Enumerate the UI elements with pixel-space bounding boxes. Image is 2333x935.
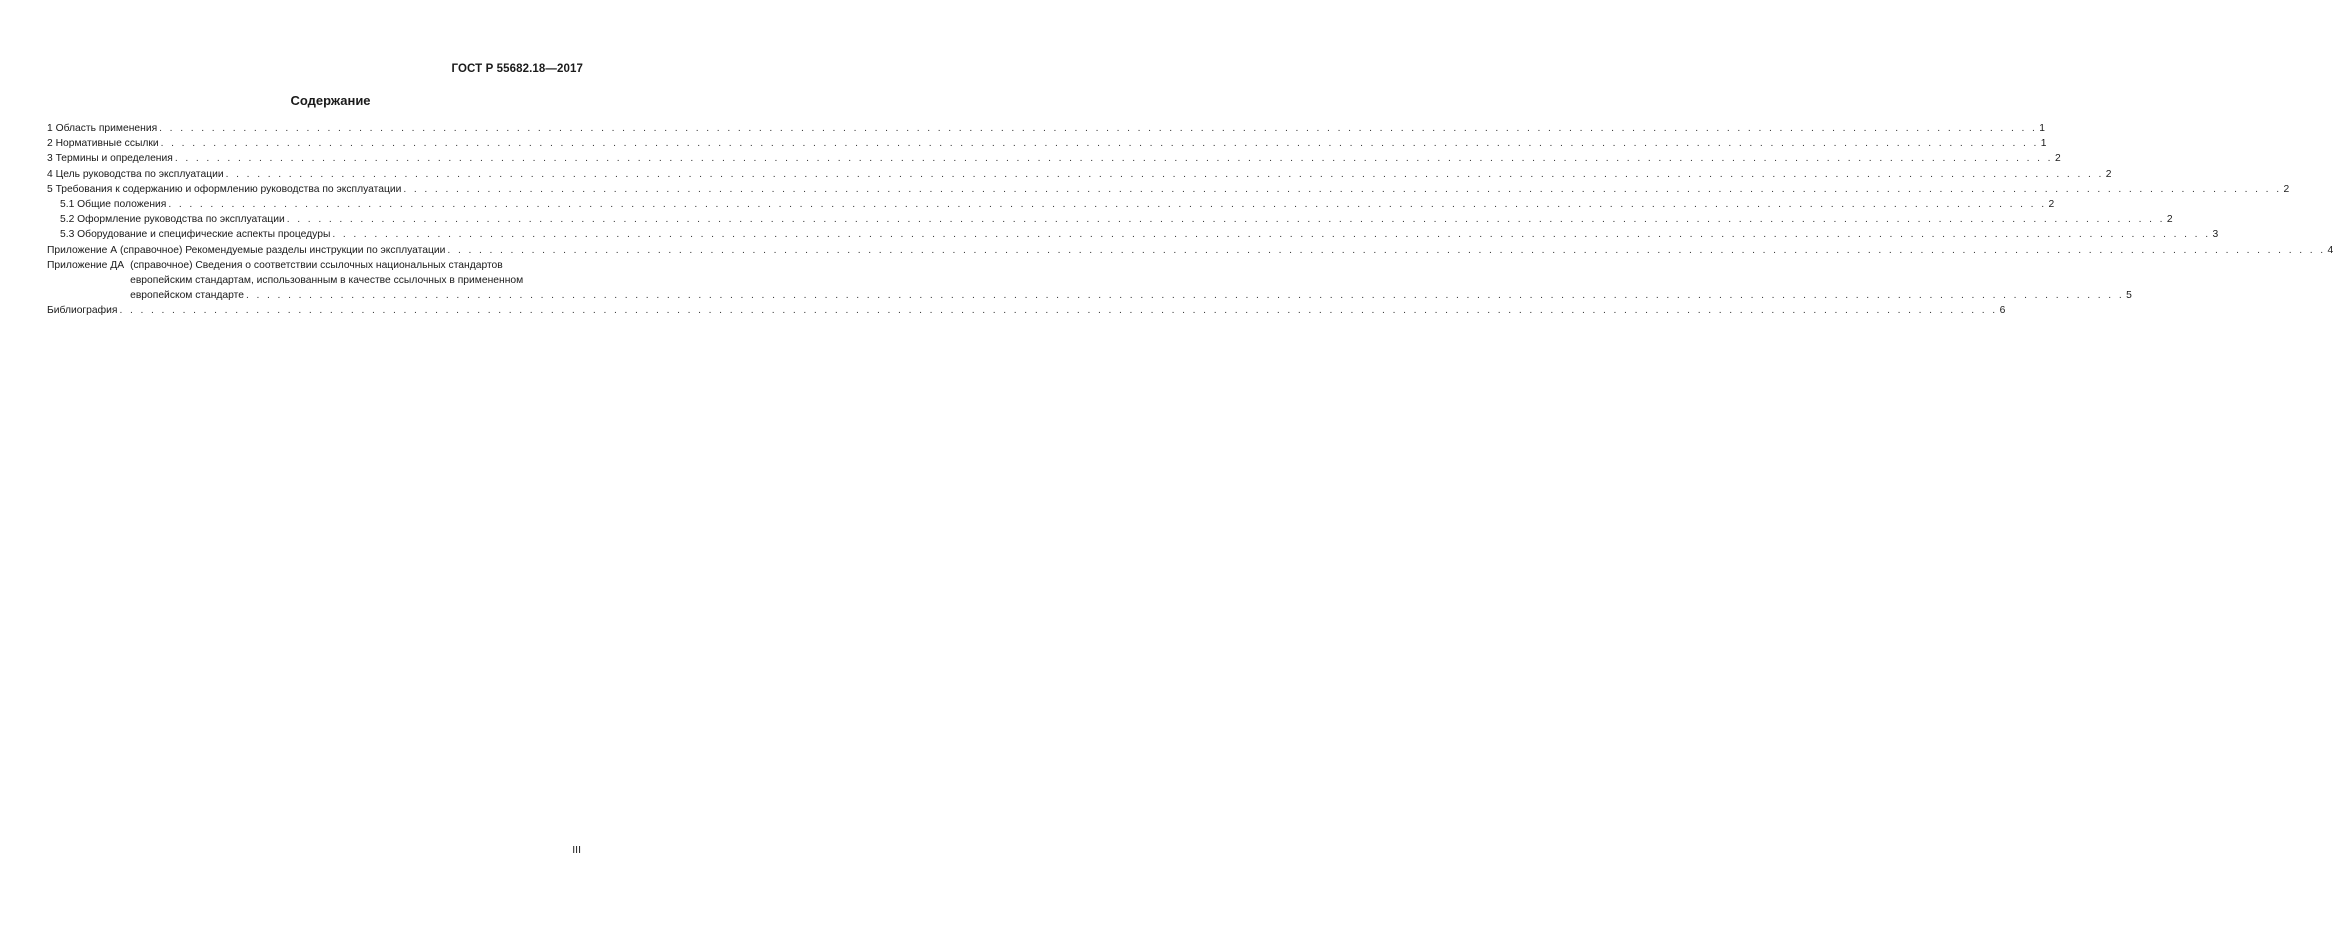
appendix-da-line-2: европейским стандартам, использованным в качестве ссылочных в примененном: [130, 275, 524, 287]
toc-entry-label: европейском стандарте: [130, 290, 244, 302]
toc-entry-page: 1: [2039, 123, 2045, 134]
toc-entry-5[interactable]: [47, 182, 2290, 197]
toc-entry-appendix-a[interactable]: [47, 243, 2333, 258]
toc-entry-bibliography[interactable]: [47, 303, 2006, 318]
toc-entry-1[interactable]: [47, 121, 2045, 136]
toc-entry-label: Приложение ДА: [47, 259, 125, 271]
toc-leader-dots: [119, 303, 1997, 318]
appendix-da-line-1: (справочное) Сведения о соответствии ссылочных национальных стандартов: [130, 259, 503, 271]
toc-leader-dots: [246, 288, 2124, 303]
toc-entry-label: 3 Термины и определения: [47, 153, 173, 165]
toc-entry-4[interactable]: [47, 167, 2112, 182]
toc-entry-label: 1 Область применения: [47, 123, 158, 134]
toc-entry-2[interactable]: [47, 136, 2047, 151]
appendix-da-line-3: [130, 288, 2132, 303]
toc-entry-page: 2: [2283, 183, 2290, 195]
toc-entry-page: 1: [2040, 138, 2047, 150]
toc-entry-page: 2: [2048, 199, 2055, 211]
toc-entry-label: 2 Нормативные ссылки: [47, 138, 159, 150]
toc-entry-5-2[interactable]: [47, 212, 2173, 227]
toc-entry-page: 4: [2327, 244, 2333, 256]
toc-entry-3[interactable]: [47, 151, 2061, 166]
toc-entry-label: Приложение А (справочное) Рекомендуемые разделы инструкции по эксплуатации: [47, 244, 446, 256]
toc-leader-dots: [447, 243, 2325, 258]
toc-leader-dots: [287, 212, 2165, 227]
toc-entry-5-1[interactable]: [47, 197, 2055, 212]
toc-entry-page: 2: [2054, 153, 2061, 165]
toc-entry-page: 6: [1999, 305, 2006, 317]
toc-entry-page: 3: [2212, 229, 2219, 241]
toc-entry-page: 2: [2166, 214, 2173, 226]
toc-leader-dots: [159, 121, 2037, 136]
toc-entry-label: 4 Цель руководства по эксплуатации: [47, 168, 224, 180]
toc-entry-label: 5 Требования к содержанию и оформлению руководства по эксплуатации: [47, 183, 402, 195]
toc-leader-dots: [403, 182, 2281, 197]
document-code: ГОСТ Р 55682.18—2017: [451, 63, 583, 75]
toc-entry-5-3[interactable]: [47, 227, 2219, 242]
toc-leader-dots: [332, 227, 2210, 242]
toc-entry-appendix-da[interactable]: [47, 258, 2132, 304]
toc-entry-label: 5.3 Оборудование и специфические аспекты процедуры: [60, 229, 331, 241]
page-number: III: [572, 844, 581, 856]
table-of-contents: [47, 121, 2333, 319]
toc-entry-label: 5.2 Оформление руководства по эксплуатации: [60, 214, 285, 226]
toc-entry-page: 5: [2126, 290, 2132, 302]
toc-leader-dots: [161, 136, 2039, 151]
toc-title: Содержание: [290, 93, 371, 108]
appendix-da-text: [130, 258, 2132, 304]
toc-leader-dots: [175, 151, 2053, 166]
toc-leader-dots: [168, 197, 2046, 212]
toc-entry-label: 5.1 Общие положения: [60, 199, 167, 211]
toc-leader-dots: [226, 167, 2104, 182]
toc-entry-label: Библиография: [47, 305, 118, 317]
toc-entry-page: 2: [2105, 168, 2112, 180]
